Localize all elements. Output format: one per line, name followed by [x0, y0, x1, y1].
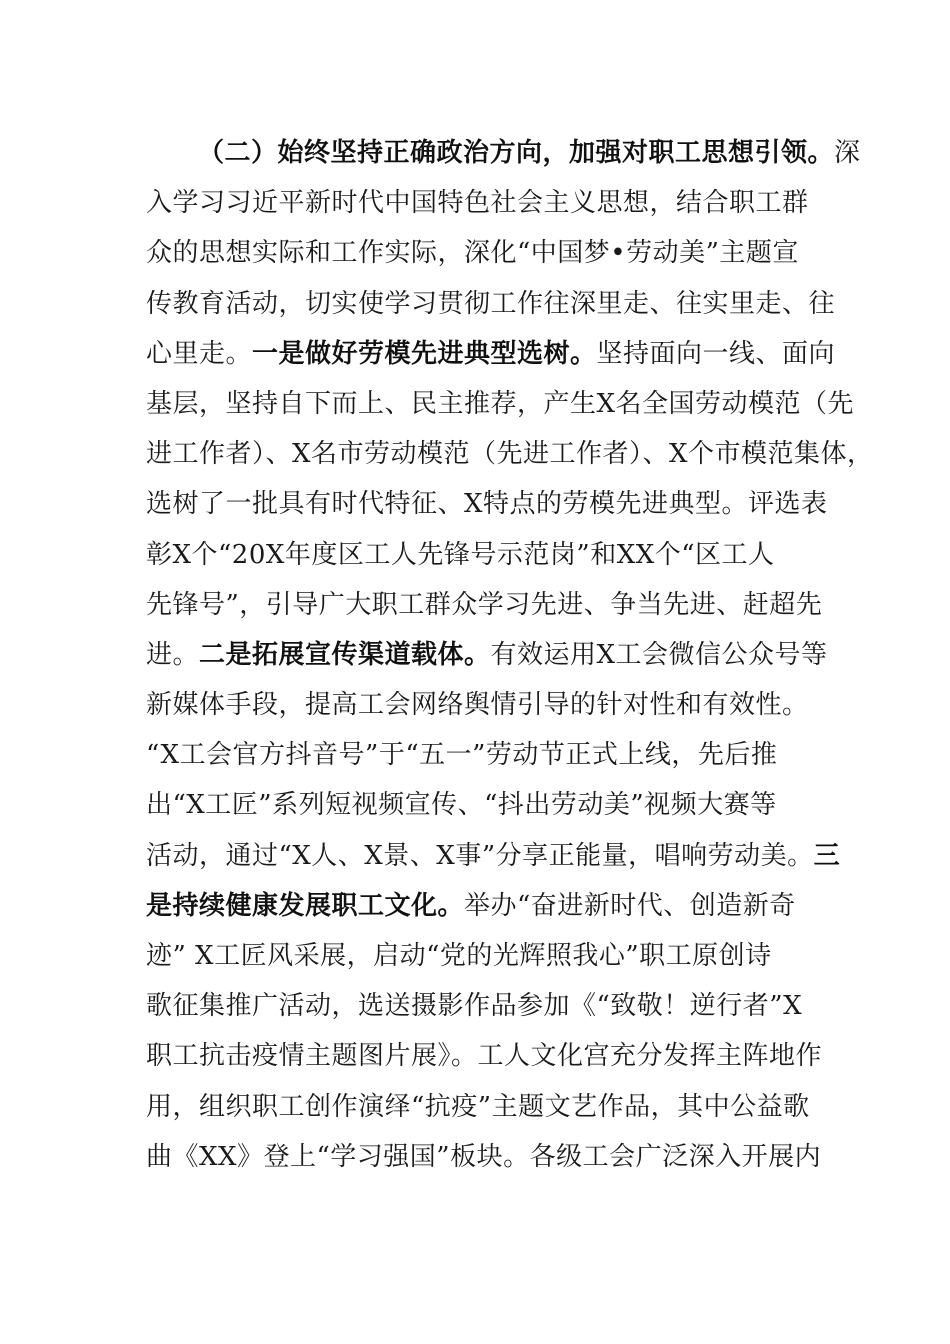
text-line [146, 279, 836, 329]
bold-heading-segment: （二）始终坚持正确政治方向，加强对职工思想引领。 [198, 138, 835, 168]
body-paragraph [146, 128, 874, 1182]
text-line [146, 931, 826, 981]
text-line [146, 1132, 826, 1182]
bold-heading-segment: 三 [813, 840, 841, 871]
text-segment: “X工会官方抖音号”于“五一”劳动节正式上线，先后推 [146, 740, 778, 771]
bold-heading-segment: 二是拓展宣传渠道载体。 [199, 639, 491, 670]
bold-heading-segment: 一是做好劳模先进典型选树。 [252, 338, 597, 369]
text-line [146, 228, 826, 278]
text-line [146, 680, 826, 730]
text-segment: 用，组织职工创作演绎“抗疫”主题文艺作品，其中公益歌 [146, 1091, 810, 1122]
text-segment: 有效运用X工会微信公众号等 [490, 639, 828, 670]
text-line [146, 479, 826, 529]
text-line [146, 329, 836, 379]
text-segment: 出“X工匠”系列短视频宣传、“抖出劳动美”视频大赛等 [146, 790, 777, 821]
text-segment: 心里走。 [146, 338, 253, 369]
text-line [146, 831, 841, 881]
text-segment: 曲《XX》登上“学习强国”板块。各级工会广泛深入开展内 [146, 1141, 822, 1172]
text-line [146, 981, 826, 1031]
text-segment: 众的思想实际和工作实际，深化“中国梦•劳动美”主题宣 [146, 238, 799, 269]
text-segment: 活动，通过“X人、X景、X事”分享正能量，唱响劳动美。 [146, 840, 814, 871]
text-line [146, 780, 826, 830]
text-line [146, 580, 826, 630]
text-segment: 入学习习近平新时代中国特色社会主义思想，结合职工群 [146, 188, 809, 219]
text-segment: 举办“奋进新时代、创造新奇 [464, 890, 796, 921]
text-segment: 迹” X工匠风采展，启动“党的光辉照我心”职工原创诗 [146, 941, 772, 971]
text-segment: 歌征集推广活动，选送摄影作品参加《“致敬！逆行者”X [146, 991, 803, 1022]
text-segment: 传教育活动，切实使学习贯彻工作往深里走、往实里走、往 [146, 288, 836, 319]
text-segment: 深 [834, 138, 861, 168]
text-segment: 进工作者）、X名市劳动模范（先进工作者）、X个市模范集体， [146, 439, 874, 470]
text-line [146, 530, 826, 580]
text-line [146, 881, 826, 931]
text-segment: 进。 [146, 639, 200, 670]
text-line [146, 429, 874, 479]
text-line [146, 630, 826, 680]
text-line [146, 128, 861, 178]
text-line [146, 178, 826, 228]
text-line [146, 1082, 826, 1132]
text-line [146, 730, 826, 780]
text-segment: 基层，坚持自下而上、民主推荐，产生X名全国劳动模范（先 [146, 388, 855, 419]
text-segment: 先锋号”，引导广大职工群众学习先进、争当先进、赶超先 [146, 589, 823, 620]
text-segment: 彰X个“20X年度区工人先锋号示范岗”和XX个“区工人 [146, 539, 775, 570]
bold-heading-segment: 是持续健康发展职工文化。 [146, 890, 465, 921]
text-segment: 新媒体手段，提高工会网络舆情引导的针对性和有效性。 [146, 690, 809, 721]
text-segment: 选树了一批具有时代特征、X特点的劳模先进典型。评选表 [146, 489, 828, 520]
text-line [146, 379, 855, 429]
text-line [146, 1031, 826, 1081]
text-segment: 职工抗击疫情主题图片展》。工人文化宫充分发挥主阵地作 [146, 1041, 823, 1072]
text-segment: 坚持面向一线、面向 [596, 338, 836, 369]
